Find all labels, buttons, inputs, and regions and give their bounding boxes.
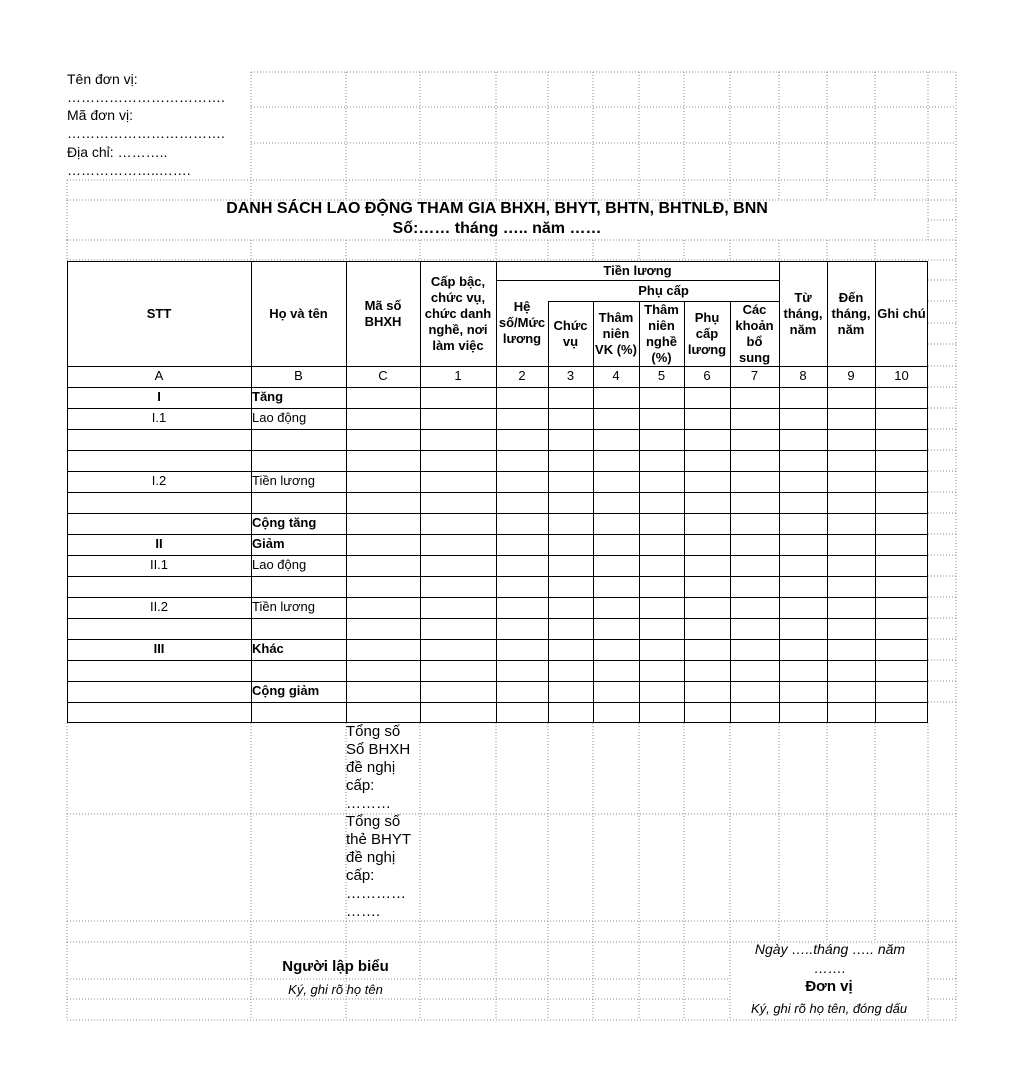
unit-code-dots: ……………………………. (67, 125, 225, 141)
header-social-insurance-code: Mã số BHXH (364, 297, 402, 329)
column-code: 3 (566, 368, 575, 383)
row-stt: I (157, 389, 161, 404)
document-number: Số:…… tháng ….. năm …… (392, 220, 602, 237)
date-line: Ngày …..tháng ….. năm ……. (754, 941, 906, 976)
header-position-allowance: Chức vụ (553, 317, 588, 349)
column-code: 1 (454, 368, 462, 383)
header-seniority-vk: Thâm niên VK (%) (595, 309, 637, 357)
row-name: Cộng giảm (252, 683, 320, 698)
row-name: Khác (252, 641, 284, 656)
row-name: Tiền lương (252, 473, 315, 488)
column-code: 8 (799, 368, 807, 383)
unit-code-label: Mã đơn vị: (67, 107, 133, 123)
document-title: DANH SÁCH LAO ĐỘNG THAM GIA BHXH, BHYT, BHTN, BHTNLĐ, BNN (226, 200, 768, 217)
header-to-month: Đến tháng, năm (831, 289, 871, 337)
total-health-insurance-cards: Tổng số thẻ BHYT đề nghị cấp: ………… ……. (346, 813, 411, 920)
header-seniority-job: Thâm niên nghề (%) (644, 301, 679, 365)
header-from-month: Từ tháng, năm (783, 289, 823, 337)
row-stt: I.1 (151, 410, 167, 425)
column-code: 9 (847, 368, 855, 383)
unit-signature-note: Ký, ghi rõ họ tên, đóng dấu (750, 1001, 908, 1016)
row-stt: III (153, 641, 165, 656)
row-name: Tiền lương (252, 599, 315, 614)
row-name: Lao động (252, 557, 307, 572)
row-name: Lao động (252, 410, 307, 425)
address-dots: ………………..……. (67, 162, 191, 178)
header-full-name: Họ và tên (269, 305, 328, 321)
row-name: Tăng (252, 389, 284, 404)
column-code: 6 (703, 368, 711, 383)
address-label: Địa chỉ: ……….. (67, 144, 168, 160)
column-code: A (154, 368, 164, 383)
column-code: B (294, 368, 303, 383)
header-stt: STT (146, 305, 172, 321)
header-notes: Ghi chú (877, 305, 926, 321)
header-salary: Tiền lương (603, 262, 672, 278)
row-name: Giảm (252, 536, 285, 551)
column-code: 7 (750, 368, 759, 383)
row-stt: II.2 (149, 599, 169, 614)
total-social-insurance-books: Tổng số Sổ BHXH đề nghị cấp: ……… (346, 723, 411, 812)
header-salary-allowance: Phụ cấp lương (687, 309, 727, 357)
header-position: Cấp bậc, chức vụ, chức danh nghề, nơi làm việc (424, 273, 492, 353)
row-name: Cộng tăng (252, 515, 317, 530)
header-additional: Các khoản bổ sung (735, 301, 774, 365)
column-code: 4 (612, 368, 620, 383)
unit-name-label: Tên đơn vị: (67, 71, 138, 87)
header-allowance: Phụ cấp (638, 282, 689, 298)
row-stt: II.1 (149, 557, 169, 572)
header-salary-coefficient: Hệ số/Mức lương (498, 299, 546, 346)
row-stt: I.2 (151, 473, 167, 488)
preparer-title: Người lập biểu (282, 958, 389, 975)
row-stt: II (155, 536, 163, 551)
column-code: 10 (894, 368, 909, 383)
preparer-note: Ký, ghi rõ họ tên (288, 982, 383, 997)
unit-name-dots: ……………………………. (67, 89, 225, 105)
column-code: 2 (518, 368, 526, 383)
column-code: C (378, 368, 388, 383)
column-code: 5 (657, 368, 666, 383)
unit-signature-title: Đơn vị (805, 978, 853, 995)
